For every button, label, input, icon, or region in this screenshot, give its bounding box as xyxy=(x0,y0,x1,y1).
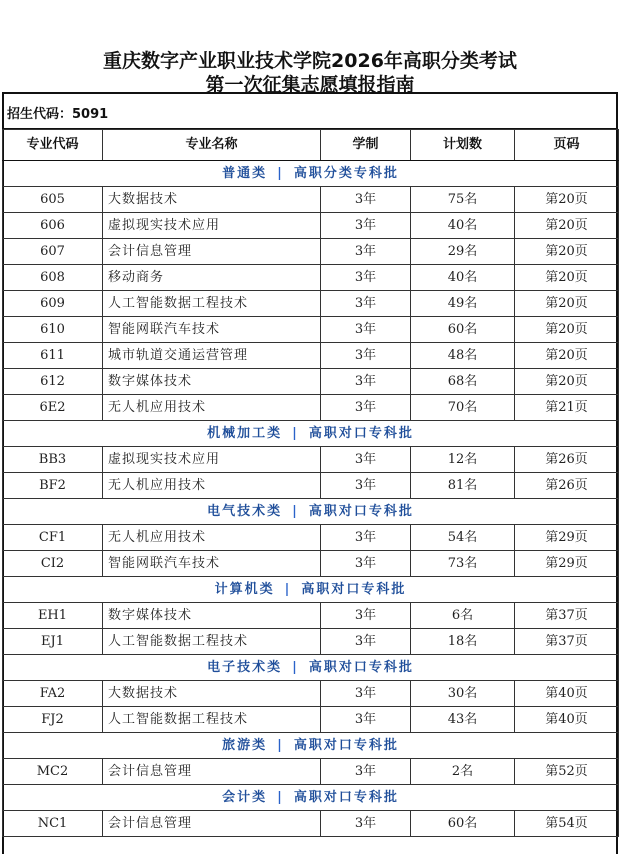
duration: 3年 xyxy=(321,369,411,395)
major-code: FA2 xyxy=(3,681,103,707)
duration: 3年 xyxy=(321,187,411,213)
major-code: NC1 xyxy=(3,811,103,837)
table-row xyxy=(3,265,619,291)
duration: 3年 xyxy=(321,681,411,707)
major-name: 智能网联汽车技术 xyxy=(103,317,321,343)
plan-count: 49名 xyxy=(411,291,515,317)
major-name: 无人机应用技术 xyxy=(103,525,321,551)
category-row xyxy=(3,785,619,811)
category-name: 机械加工类 xyxy=(207,426,283,441)
page-number: 第26页 xyxy=(515,447,619,473)
category-row xyxy=(3,655,619,681)
major-name: 城市轨道交通运营管理 xyxy=(103,343,321,369)
table-row xyxy=(3,187,619,213)
enrollment-code-row xyxy=(2,94,616,129)
table-row xyxy=(3,395,619,421)
major-name: 虚拟现实技术应用 xyxy=(103,213,321,239)
category-separator: | xyxy=(292,426,299,441)
category-name: 计算机类 xyxy=(214,582,275,597)
table-row xyxy=(3,707,619,733)
major-name: 人工智能数据工程技术 xyxy=(103,707,321,733)
duration: 3年 xyxy=(321,811,411,837)
batch-name: 高职对口专科批 xyxy=(308,426,414,441)
page-number: 第29页 xyxy=(515,551,619,577)
table-row xyxy=(3,811,619,837)
page-number: 第37页 xyxy=(515,629,619,655)
page-number: 第20页 xyxy=(515,239,619,265)
page-number: 第20页 xyxy=(515,343,619,369)
table-row xyxy=(3,213,619,239)
batch-name: 高职对口专科批 xyxy=(301,582,407,597)
plan-count: 54名 xyxy=(411,525,515,551)
category-cell xyxy=(3,655,619,681)
major-name: 移动商务 xyxy=(103,265,321,291)
major-name: 无人机应用技术 xyxy=(103,473,321,499)
category-separator: | xyxy=(292,504,299,519)
table-row xyxy=(3,239,619,265)
plan-count: 43名 xyxy=(411,707,515,733)
duration: 3年 xyxy=(321,395,411,421)
major-code: EJ1 xyxy=(3,629,103,655)
duration: 3年 xyxy=(321,603,411,629)
major-code: CI2 xyxy=(3,551,103,577)
category-name: 电气技术类 xyxy=(207,504,283,519)
category-separator: | xyxy=(292,660,299,675)
major-name: 无人机应用技术 xyxy=(103,395,321,421)
major-name: 会计信息管理 xyxy=(103,239,321,265)
major-name: 数字媒体技术 xyxy=(103,603,321,629)
category-name: 会计类 xyxy=(222,790,268,805)
major-code: 609 xyxy=(3,291,103,317)
plan-count: 40名 xyxy=(411,265,515,291)
page-number: 第40页 xyxy=(515,707,619,733)
header-page: 页码 xyxy=(515,130,619,161)
duration: 3年 xyxy=(321,629,411,655)
duration: 3年 xyxy=(321,239,411,265)
major-code: 610 xyxy=(3,317,103,343)
page-number: 第20页 xyxy=(515,265,619,291)
table-row xyxy=(3,473,619,499)
major-code: EH1 xyxy=(3,603,103,629)
category-name: 旅游类 xyxy=(222,738,268,753)
major-code: BB3 xyxy=(3,447,103,473)
table-row xyxy=(3,603,619,629)
table-row xyxy=(3,551,619,577)
duration: 3年 xyxy=(321,473,411,499)
category-separator: | xyxy=(277,166,284,181)
major-name: 人工智能数据工程技术 xyxy=(103,629,321,655)
major-name: 虚拟现实技术应用 xyxy=(103,447,321,473)
category-row xyxy=(3,733,619,759)
page-number: 第52页 xyxy=(515,759,619,785)
category-name: 普通类 xyxy=(222,166,268,181)
category-cell xyxy=(3,785,619,811)
duration: 3年 xyxy=(321,707,411,733)
major-name: 大数据技术 xyxy=(103,681,321,707)
document-title-line2: 第一次征集志愿填报指南 xyxy=(205,74,415,96)
page-number: 第26页 xyxy=(515,473,619,499)
category-separator: | xyxy=(277,738,284,753)
major-table xyxy=(2,129,619,837)
major-name: 会计信息管理 xyxy=(103,759,321,785)
category-cell xyxy=(3,499,619,525)
header-duration: 学制 xyxy=(321,130,411,161)
table-row xyxy=(3,369,619,395)
plan-count: 6名 xyxy=(411,603,515,629)
table-row xyxy=(3,759,619,785)
plan-count: 30名 xyxy=(411,681,515,707)
duration: 3年 xyxy=(321,291,411,317)
page-number: 第54页 xyxy=(515,811,619,837)
major-code: CF1 xyxy=(3,525,103,551)
header-plan: 计划数 xyxy=(411,130,515,161)
page-number: 第21页 xyxy=(515,395,619,421)
page-number: 第20页 xyxy=(515,369,619,395)
major-code: MC2 xyxy=(3,759,103,785)
major-code: 611 xyxy=(3,343,103,369)
plan-count: 73名 xyxy=(411,551,515,577)
table-row xyxy=(3,525,619,551)
table-row xyxy=(3,317,619,343)
page-number: 第20页 xyxy=(515,291,619,317)
category-cell xyxy=(3,733,619,759)
duration: 3年 xyxy=(321,213,411,239)
page-number: 第37页 xyxy=(515,603,619,629)
plan-count: 12名 xyxy=(411,447,515,473)
major-name: 数字媒体技术 xyxy=(103,369,321,395)
plan-count: 70名 xyxy=(411,395,515,421)
plan-count: 29名 xyxy=(411,239,515,265)
page-number: 第20页 xyxy=(515,213,619,239)
category-separator: | xyxy=(284,582,292,597)
major-code: 607 xyxy=(3,239,103,265)
table-header-row xyxy=(3,130,619,161)
major-name: 大数据技术 xyxy=(103,187,321,213)
batch-name: 高职对口专科批 xyxy=(293,738,399,753)
table-row xyxy=(3,681,619,707)
document-title-line1: 重庆数字产业职业技术学院2026年高职分类考试 xyxy=(103,50,517,72)
duration: 3年 xyxy=(321,343,411,369)
duration: 3年 xyxy=(321,265,411,291)
plan-count: 60名 xyxy=(411,811,515,837)
table-row xyxy=(3,343,619,369)
batch-name: 高职对口专科批 xyxy=(308,504,414,519)
batch-name: 高职对口专科批 xyxy=(308,660,414,675)
duration: 3年 xyxy=(321,525,411,551)
plan-count: 18名 xyxy=(411,629,515,655)
duration: 3年 xyxy=(321,317,411,343)
plan-count: 2名 xyxy=(411,759,515,785)
plan-count: 68名 xyxy=(411,369,515,395)
category-cell xyxy=(3,421,619,447)
batch-name: 高职对口专科批 xyxy=(293,790,399,805)
duration: 3年 xyxy=(321,447,411,473)
table-row xyxy=(3,629,619,655)
major-code: FJ2 xyxy=(3,707,103,733)
category-separator: | xyxy=(277,790,284,805)
category-row xyxy=(3,421,619,447)
major-code: BF2 xyxy=(3,473,103,499)
major-name: 人工智能数据工程技术 xyxy=(103,291,321,317)
table-body xyxy=(3,161,619,837)
category-name: 电子技术类 xyxy=(207,660,283,675)
header-name: 专业名称 xyxy=(103,130,321,161)
major-code: 612 xyxy=(3,369,103,395)
major-name: 会计信息管理 xyxy=(103,811,321,837)
category-row xyxy=(3,577,619,603)
major-code: 606 xyxy=(3,213,103,239)
page-number: 第29页 xyxy=(515,525,619,551)
table-row xyxy=(3,447,619,473)
category-row xyxy=(3,161,619,187)
plan-count: 40名 xyxy=(411,213,515,239)
category-cell xyxy=(3,161,619,187)
major-code: 608 xyxy=(3,265,103,291)
page-number: 第20页 xyxy=(515,317,619,343)
category-cell xyxy=(3,577,619,603)
major-code: 6E2 xyxy=(3,395,103,421)
page-number: 第20页 xyxy=(515,187,619,213)
plan-count: 48名 xyxy=(411,343,515,369)
major-code: 605 xyxy=(3,187,103,213)
page-number: 第40页 xyxy=(515,681,619,707)
plan-count: 75名 xyxy=(411,187,515,213)
duration: 3年 xyxy=(321,551,411,577)
category-row xyxy=(3,499,619,525)
plan-count: 81名 xyxy=(411,473,515,499)
enrollment-code: 招生代码：5091 xyxy=(7,107,109,122)
duration: 3年 xyxy=(321,759,411,785)
major-name: 智能网联汽车技术 xyxy=(103,551,321,577)
plan-count: 60名 xyxy=(411,317,515,343)
batch-name: 高职分类专科批 xyxy=(293,166,399,181)
table-row xyxy=(3,291,619,317)
header-code: 专业代码 xyxy=(3,130,103,161)
